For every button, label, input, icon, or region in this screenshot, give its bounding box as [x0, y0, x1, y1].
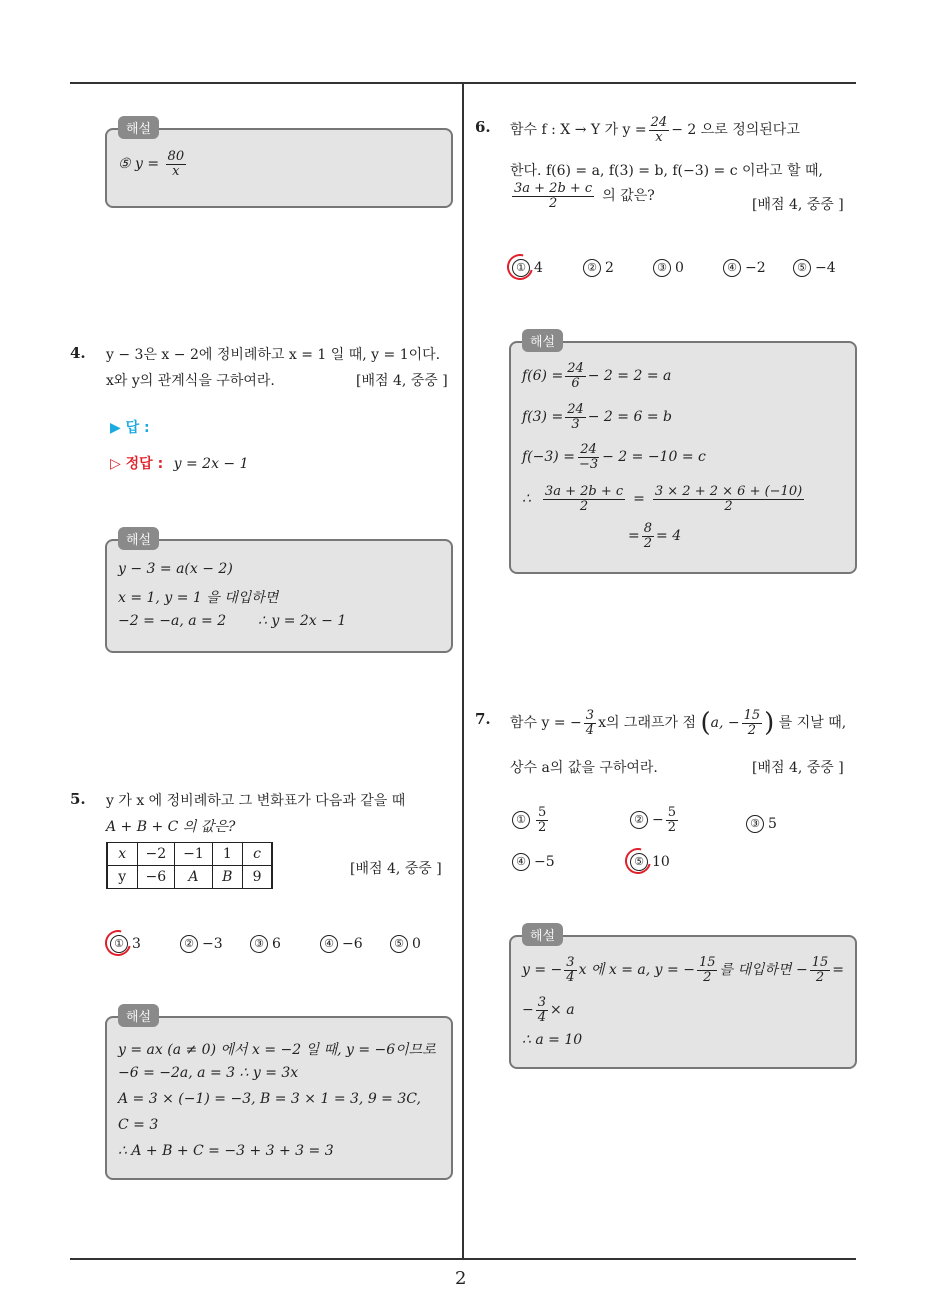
- q5-explain-line2: −6 = −2a, a = 3 ∴ y = 3x: [118, 1065, 299, 1081]
- q7-choice-4[interactable]: ④ −5: [512, 853, 555, 871]
- q6-text-line3: $\frac{3a + 2b + c}{2}$ 의 값은?: [514, 181, 655, 211]
- table-cell: 1: [212, 843, 242, 866]
- q6-answer-mark: [502, 249, 538, 285]
- q6-choice-1[interactable]: ① 4: [512, 259, 543, 277]
- q4-explain-line3b: ∴ y = 2x − 1: [258, 613, 347, 629]
- column-divider: [462, 84, 464, 1259]
- bottom-rule: [70, 1258, 856, 1260]
- q6-explain-line4: ∴ $\frac{3a + 2b + c}{2}$ = $\frac{3 \times 2 + 2 \times 6 + (-10)}{2}$: [522, 484, 803, 514]
- q6-explain-tag: 해설: [522, 329, 563, 352]
- q7-explain-line2: − $\frac{3}{4}$ × a: [522, 995, 575, 1025]
- q3-explain-line: ⑤ y = $\frac{80}{x}$: [118, 149, 185, 179]
- q5-table: [106, 842, 273, 889]
- q7-choice-5[interactable]: ⑤ 10: [630, 853, 670, 871]
- q4-explain-line3: −2 = −a, a = 2: [118, 613, 227, 629]
- q4-explain-line1: y − 3 = a(x − 2): [118, 561, 233, 577]
- q6-text-line1: 함수 f : X → Y 가 y = $\frac{24}{x}$ − 2 으로 정의된다고: [510, 115, 800, 145]
- q7-choice-1[interactable]: ① $\frac{5}{2}$: [512, 806, 550, 834]
- table-row: [107, 843, 272, 866]
- q5-number: 5.: [70, 790, 86, 808]
- table-cell: x: [107, 843, 137, 866]
- page-number: 2: [455, 1268, 467, 1289]
- q4-answer-label: ▶ 답 :: [110, 420, 150, 436]
- q5-answer-mark: [100, 925, 136, 961]
- q7-score: [배점 4, 중중 ]: [752, 760, 844, 776]
- q5-text-line2: A + B + C 의 값은?: [106, 819, 236, 835]
- q5-score: [배점 4, 중중 ]: [350, 861, 442, 877]
- q6-explain-line3: f(−3) = $\frac{24}{-3}$ − 2 = −10 = c: [522, 442, 706, 472]
- q4-score: [배점 4, 중중 ]: [356, 373, 448, 389]
- q6-explain-line1: f(6) = $\frac{24}{6}$ − 2 = 2 = a: [522, 361, 672, 391]
- q4-text-line2: x와 y의 관계식을 구하여라.: [106, 373, 275, 389]
- q4-correct: ▷ 정답 : y = 2x − 1: [110, 456, 249, 472]
- q4-text-line1: y − 3은 x − 2에 정비례하고 x = 1 일 때, y = 1이다.: [106, 347, 441, 363]
- q7-explain-line3: ∴ a = 10: [522, 1032, 583, 1048]
- q4-number: 4.: [70, 344, 86, 362]
- q6-text-line2: 한다. f(6) = a, f(3) = b, f(−3) = c 이라고 할 때,: [510, 163, 823, 179]
- q5-choice-5[interactable]: ⑤ 0: [390, 935, 421, 953]
- q6-explain-line2: f(3) = $\frac{24}{3}$ − 2 = 6 = b: [522, 402, 672, 432]
- q5-explain-line5: ∴ A + B + C = −3 + 3 + 3 = 3: [118, 1143, 334, 1159]
- q7-explain-tag: 해설: [522, 923, 563, 946]
- q4-explain-line2: x = 1, y = 1 을 대입하면: [118, 590, 279, 606]
- table-cell: A: [175, 866, 213, 889]
- table-row: [107, 866, 272, 889]
- table-cell: −6: [137, 866, 175, 889]
- table-cell: 9: [242, 866, 272, 889]
- q6-choice-5[interactable]: ⑤ −4: [793, 259, 836, 277]
- q5-explain-line4: C = 3: [118, 1117, 159, 1133]
- q7-explain-line1: y = − $\frac{3}{4}$ x 에 x = a, y = − $\frac{15}{2}$ 를 대입하면 − $\frac{15}{2}$ =: [522, 955, 845, 985]
- q3-explain-tag: 해설: [118, 116, 159, 139]
- q7-choice-3[interactable]: ③ 5: [746, 815, 777, 833]
- q5-choice-1[interactable]: ① 3: [110, 935, 141, 953]
- q6-explain-line5: = $\frac{8}{2}$ = 4: [628, 521, 682, 551]
- table-cell: y: [107, 866, 137, 889]
- q6-choice-3[interactable]: ③ 0: [653, 259, 684, 277]
- q7-choice-2[interactable]: ② − $\frac{5}{2}$: [630, 806, 680, 834]
- q5-explain-line3: A = 3 × (−1) = −3, B = 3 × 1 = 3, 9 = 3C,: [118, 1091, 421, 1107]
- table-cell: c: [242, 843, 272, 866]
- q6-choice-4[interactable]: ④ −2: [723, 259, 766, 277]
- table-cell: −2: [137, 843, 175, 866]
- table-cell: −1: [175, 843, 213, 866]
- q7-text-line1: 함수 y = − $\frac{3}{4}$ x의 그래프가 점 (a, − $\frac{15}{2}$ ) 를 지날 때,: [510, 707, 847, 738]
- q7-answer-mark: [620, 843, 656, 879]
- q5-choice-3[interactable]: ③ 6: [250, 935, 281, 953]
- q6-score: [배점 4, 중중 ]: [752, 197, 844, 213]
- q6-choice-2[interactable]: ② 2: [583, 259, 614, 277]
- q7-text-line2: 상수 a의 값을 구하여라.: [510, 760, 658, 776]
- table-cell: B: [212, 866, 242, 889]
- q5-explain-line1: y = ax (a ≠ 0) 에서 x = −2 일 때, y = −6이므로: [118, 1042, 436, 1058]
- q5-explain-tag: 해설: [118, 1004, 159, 1027]
- q6-number: 6.: [475, 118, 491, 136]
- q5-choice-2[interactable]: ② −3: [180, 935, 223, 953]
- q5-text-line1: y 가 x 에 정비례하고 그 변화표가 다음과 같을 때: [106, 793, 406, 809]
- q7-number: 7.: [475, 710, 491, 728]
- q5-choice-4[interactable]: ④ −6: [320, 935, 363, 953]
- q4-explain-tag: 해설: [118, 527, 159, 550]
